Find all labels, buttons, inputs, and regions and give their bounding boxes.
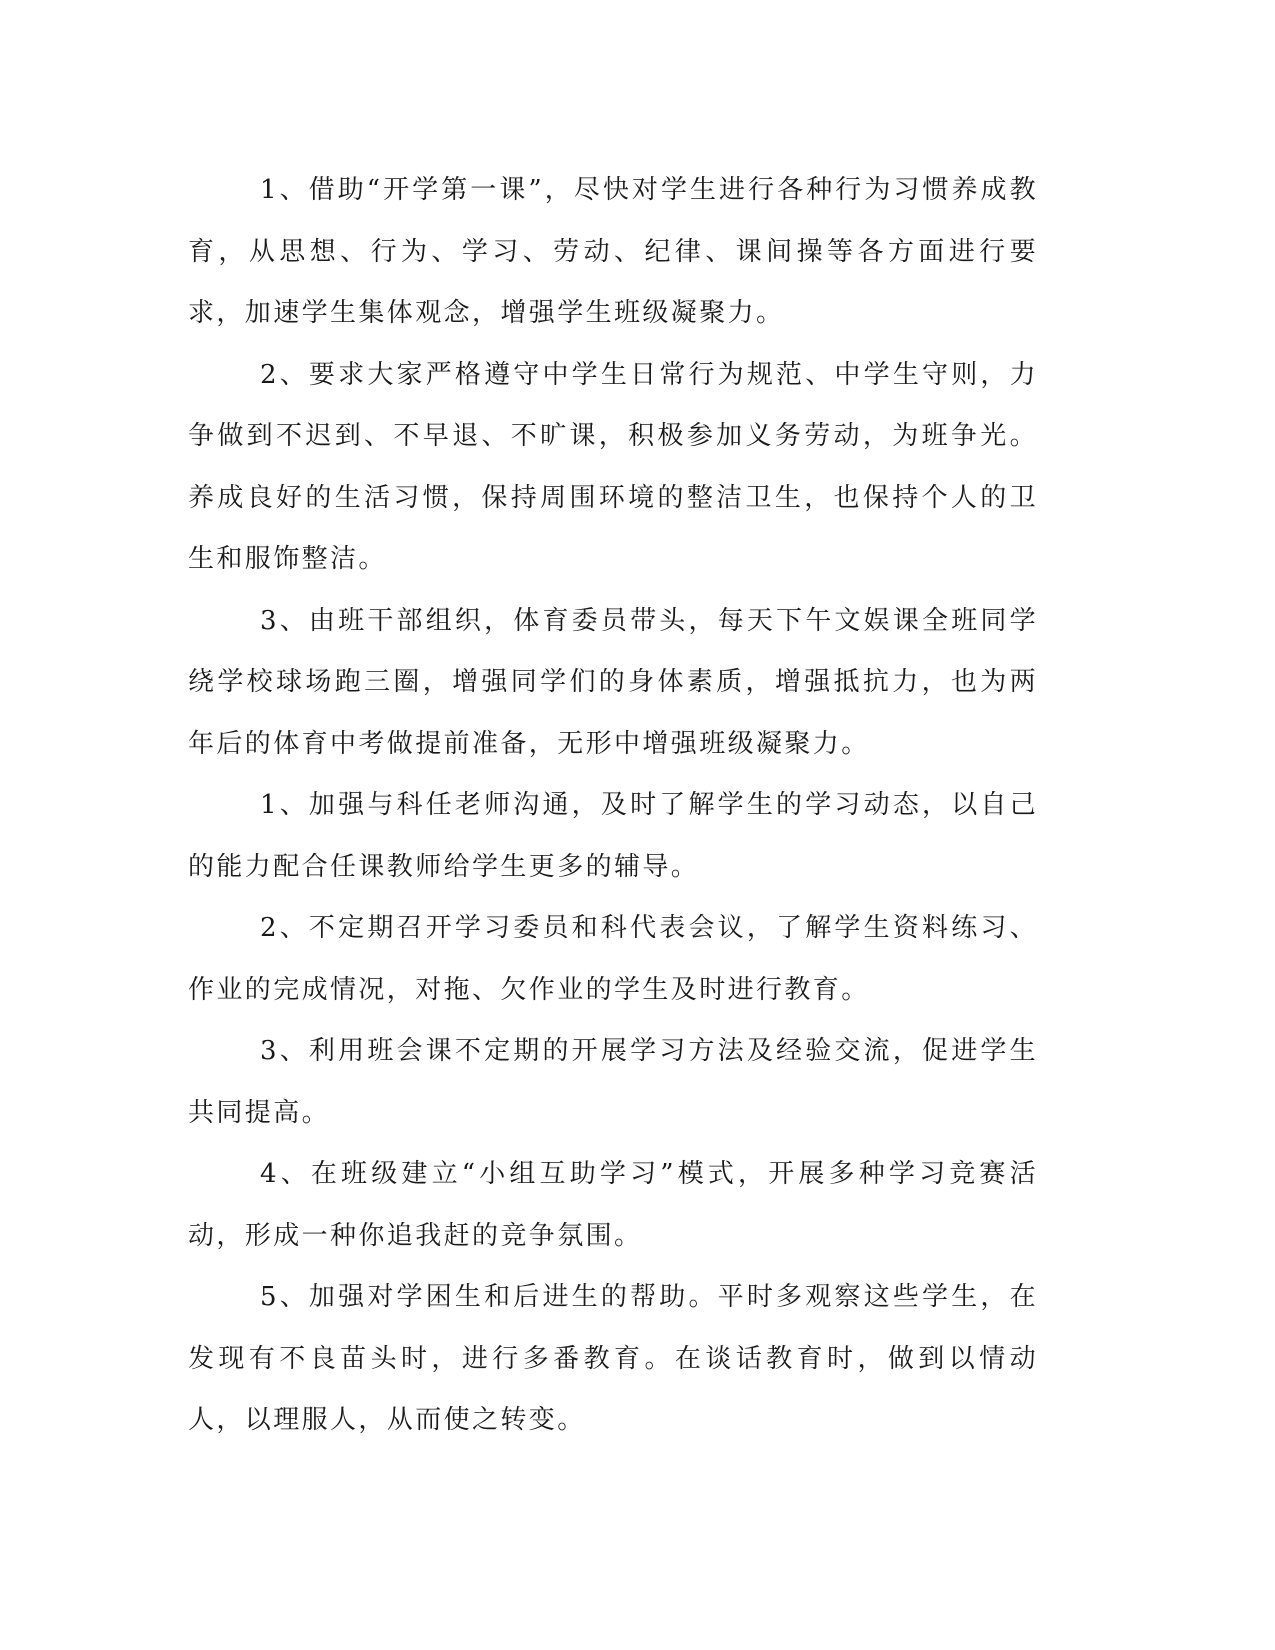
paragraph: 4、在班级建立“小组互助学习”模式，开展多种学习竞赛活动，形成一种你追我赶的竞争氛围。: [188, 1159, 1038, 1251]
paragraph: 2、不定期召开学习委员和科代表会议，了解学生资料练习、作业的完成情况，对拖、欠作业的学生及时进行教育。: [188, 913, 1038, 1005]
paragraph: 3、由班干部组织，体育委员带头，每天下午文娱课全班同学绕学校球场跑三圈，增强同学们的身体素质，增强抵抗力，也为两年后的体育中考做提前准备，无形中增强班级凝聚力。: [188, 605, 1038, 759]
document-body: [188, 160, 1038, 1452]
paragraph: 3、利用班会课不定期的开展学习方法及经验交流，促进学生共同提高。: [188, 1036, 1038, 1128]
paragraph: 1、加强与科任老师沟通，及时了解学生的学习动态，以自己的能力配合任课教师给学生更多的辅导。: [188, 790, 1038, 882]
paragraph: 5、加强对学困生和后进生的帮助。平时多观察这些学生，在发现有不良苗头时，进行多番教育。在谈话教育时，做到以情动人，以理服人，从而使之转变。: [188, 1282, 1038, 1435]
paragraph: 1、借助“开学第一课”，尽快对学生进行各种行为习惯养成教育，从思想、行为、学习、劳动、纪律、课间操等各方面进行要求，加速学生集体观念，增强学生班级凝聚力。: [188, 175, 1038, 328]
paragraph: 2、要求大家严格遵守中学生日常行为规范、中学生守则，力争做到不迟到、不早退、不旷课，积极参加义务劳动，为班争光。养成良好的生活习惯，保持周围环境的整洁卫生，也保持个人的卫生和服饰整洁。: [188, 359, 1038, 574]
